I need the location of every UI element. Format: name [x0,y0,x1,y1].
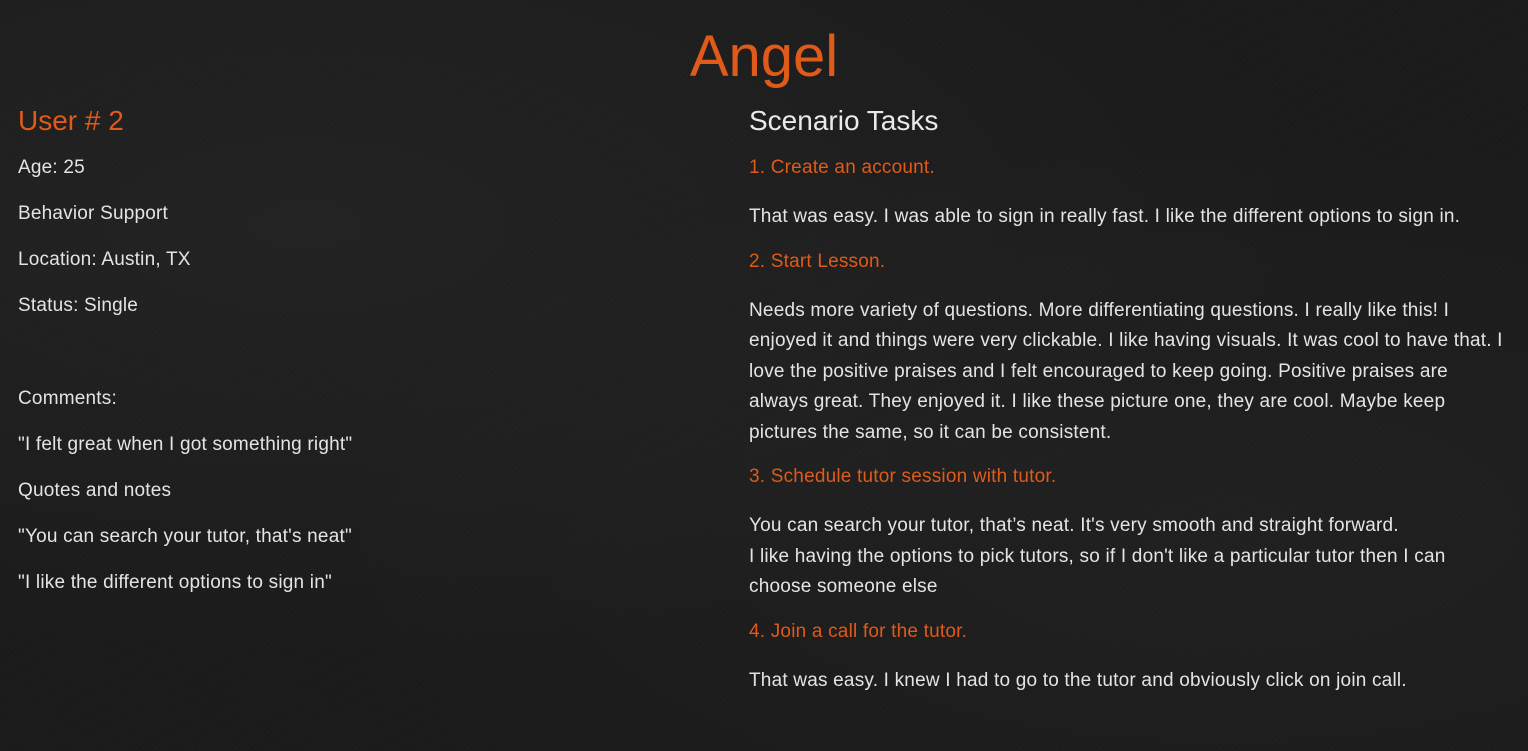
user-profile-panel [18,103,708,616]
task-heading-create-account: 1. Create an account. [749,157,935,178]
task-notes-schedule-line-1: You can search your tutor, that’s neat. It's very smooth and straight forward. [749,515,1399,536]
user-status: Status: Single [18,295,139,316]
task-notes-schedule-session [749,511,1509,603]
user-location: Location: Austin, TX [18,249,191,270]
task-notes-start-lesson: Needs more variety of questions. More differentiating questions. I really like this! I enjoyed it and things were very clickable. I like having visuals. It was cool to have that. I love the positive praises and I felt encouraged to keep going. Positive praises are always great. They enjoyed it. I like these picture one, they are cool. Maybe keep pictures the same, so it can be consistent. [749,299,1503,443]
user-heading: User # 2 [18,105,124,136]
slide-title: Angel [689,24,839,89]
quote-search-tutor: "You can search your tutor, that's neat" [18,526,352,547]
quote-sign-in-options: "I like the different options to sign in" [18,572,332,593]
scenario-tasks-heading: Scenario Tasks [749,105,939,136]
user-age: Age: 25 [18,157,85,178]
scenario-tasks-panel [749,103,1509,712]
task-heading-start-lesson: 2. Start Lesson. [749,250,886,272]
task-heading-join-call: 4. Join a call for the tutor. [749,620,968,642]
task-heading-schedule-session: 3. Schedule tutor session with tutor. [749,466,1057,487]
comment-quote: "I felt great when I got something right" [18,434,353,455]
task-notes-create-account: That was easy. I was able to sign in really fast. I like the different options to sign in. [749,206,1461,227]
user-support-type: Behavior Support [18,203,169,224]
comments-label: Comments: [18,388,117,409]
task-notes-join-call: That was easy. I knew I had to go to the tutor and obviously click on join call. [749,669,1407,691]
task-notes-schedule-line-2: I like having the options to pick tutors, so if I don't like a particular tutor then I can choose someone else [749,545,1446,597]
quotes-notes-label: Quotes and notes [18,480,172,501]
